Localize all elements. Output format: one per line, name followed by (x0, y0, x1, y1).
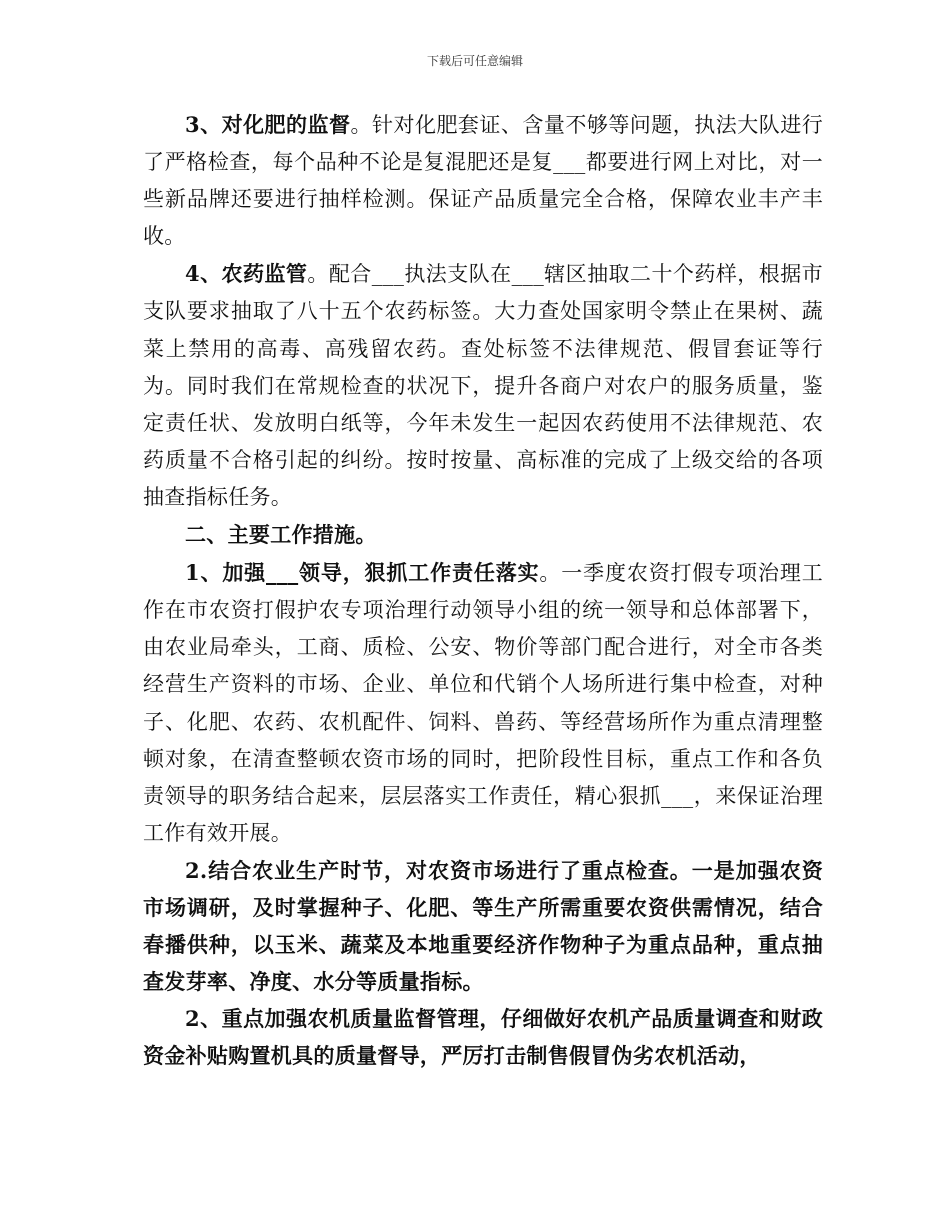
paragraph-text: 。针对化肥套证、含量不够等问题，执法大队进行了严格检查，每个品种不论是复混肥还是复___都要进行网上对比，对一些新品牌还要进行抽样检测。保证产品质量完全合格，保障农业丰产丰收。 (143, 113, 823, 249)
paragraph-pesticide (143, 255, 823, 516)
paragraph-fertilizer (143, 106, 823, 255)
paragraph-machinery-supervision (143, 1000, 823, 1074)
paragraph-text: 。配合___执法支队在___辖区抽取二十个药样，根据市支队要求抽取了八十五个农药标签。大力查处国家明令禁止在果树、蔬菜上禁用的高毒、高残留农药。查处标签不法律规范、假冒套证等行为。同时我们在常规检查的状况下，提升各商户对农户的服务质量，鉴定责任状、发放明白纸等，今年未发生一起因农药使用不法律规范、农药质量不合格引起的纠纷。按时按量、高标准的完成了上级交给的各项抽查指标任务。 (143, 262, 823, 509)
paragraph-bold-text: 2.结合农业生产时节，对农资市场进行了重点检查。一是加强农资市场调研，及时掌握种子、化肥、等生产所需重要农资供需情况，结合春播供种，以玉米、蔬菜及本地重要经济作物种子为重点品种，重点抽查发芽率、净度、水分等质量指标。 (143, 857, 823, 995)
page-header: 下载后可任意编辑 (426, 54, 523, 68)
paragraph-text: 。一季度农资打假专项治理工作在市农资打假护农专项治理行动领导小组的统一领导和总体部署下，由农业局牵头，工商、质检、公安、物价等部门配合进行，对全市各类经营生产资料的市场、企业、单位和代销个人场所进行集中检查，对种子、化肥、农药、农机配件、饲料、兽药、等经营场所作为重点清理整顿对象，在清查整顿农资市场的同时，把阶段性目标，重点工作和各负责领导的职务结合起来，层层落实工作责任，精心狠抓___，来保证治理工作有效开展。 (143, 561, 823, 845)
paragraph-leadership (143, 554, 823, 852)
paragraph-heading: 1、加强___领导，狠抓工作责任落实 (185, 560, 540, 586)
paragraph-bold-text: 2、重点加强农机质量监督管理，仔细做好农机产品质量调查和财政资金补贴购置机具的质量督导，严厉打击制售假冒伪劣农机活动， (143, 1006, 823, 1069)
paragraph-market-inspection (143, 852, 823, 1000)
document-body (143, 106, 823, 1074)
section-heading: 二、主要工作措施。 (185, 522, 377, 548)
section-heading-measures (143, 516, 823, 554)
paragraph-heading: 3、对化肥的监督 (185, 112, 351, 137)
paragraph-heading: 4、农药监管 (185, 261, 308, 287)
